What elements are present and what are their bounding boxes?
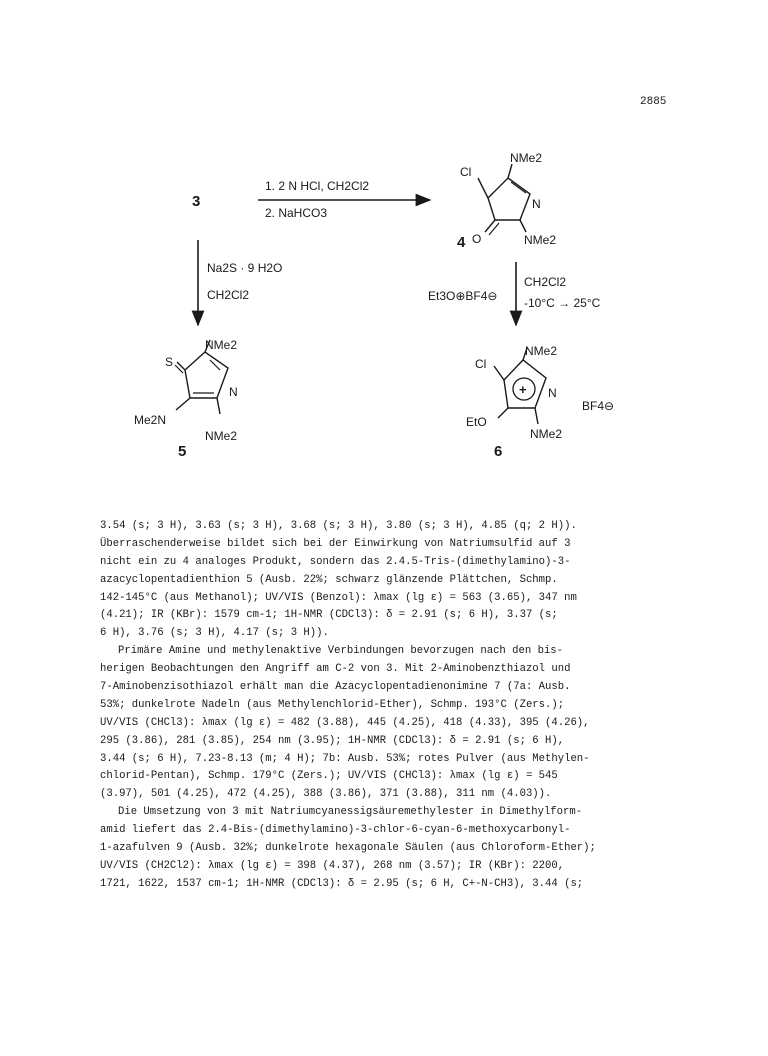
compound-4-nme2-top: NMe2 [510,151,543,165]
compound-6-nme2-bottom: NMe2 [530,427,563,441]
compound-4-structure [478,164,530,235]
text-line: 53%; dunkelrote Nadeln (aus Methylenchlorid-Ether), Schmp. 193°C (Zers.); [100,698,565,711]
text-line: Die Umsetzung von 3 mit Natriumcyanessigsäuremethylester in Dimethylform- [118,806,583,819]
text-line: 3.54 (s; 3 H), 3.63 (s; 3 H), 3.68 (s; 3 H), 3.80 (s; 3 H), 4.85 (q; 2 H)). [100,520,577,532]
text-line: UV/VIS (CHCl3): λmax (lg ε) = 482 (3.88), 445 (4.25), 418 (4.33), 395 (4.26), [100,716,590,729]
compound-5-n: N [229,385,238,399]
text-line: 295 (3.86), 281 (3.85), 254 nm (3.95); 1H-NMR (CDCl3): δ = 2.91 (s; 6 H), [100,734,565,747]
compound-5-nme2-bottom: NMe2 [205,429,238,443]
text-line: 1-azafulven 9 (Ausb. 32%; dunkelrote hexagonale Säulen (aus Chloroform-Ether); [100,842,596,855]
text-line: chlorid-Pentan), Schmp. 179°C (Zers.); UV/VIS (CHCl3): λmax (lg ε) = 545 [100,770,558,783]
compound-6-nme2-top: NMe2 [525,344,558,358]
text-line: 1721, 1622, 1537 cm-1; 1H-NMR (CDCl3): δ = 2.95 (s; 6 H, C+-N-CH3), 3.44 (s; [100,877,584,890]
compound-6-n: N [548,386,557,400]
compound-6-eto: EtO [466,415,487,429]
text-line: Überraschenderweise bildet sich bei der Einwirkung von Natriumsulfid auf 3 [100,537,571,550]
text-line: 3.44 (s; 6 H), 7.23-8.13 (m; 4 H); 7b: Ausb. 53%; rotes Pulver (aus Methylen- [100,752,590,765]
compound-4-label: 4 [457,234,466,251]
text-line: amid liefert das 2.4-Bis-(dimethylamino)-3-chlor-6-cyan-6-methoxycarbonyl- [100,824,571,837]
compound-6-counterion: BF4⊖ [582,399,615,413]
text-line: nicht ein zu 4 analoges Produkt, sondern das 2.4.5-Tris-(dimethylamino)-3- [100,555,571,568]
compound-4-o: O [472,232,482,246]
reaction-scheme [0,0,768,470]
compound-4-cl: Cl [460,165,472,179]
arrow1-reagent-line2: 2. NaHCO3 [265,206,328,220]
compound-6-label: 6 [494,443,503,460]
arrow2-reagent-line2: CH2Cl2 [207,288,250,302]
compound-3-label: 3 [192,193,201,210]
text-line: UV/VIS (CH2Cl2): λmax (lg ε) = 398 (4.37), 268 nm (3.57); IR (KBr): 2200, [100,859,565,872]
arrow3-conditions-line2: -10°C → 25°C [524,296,601,310]
compound-4-nme2-bottom: NMe2 [524,233,557,247]
text-line: 6 H), 3.76 (s; 3 H), 4.17 (s; 3 H)). [100,627,329,640]
text-line: (4.21); IR (KBr): 1579 cm-1; 1H-NMR (CDCl3): δ = 2.91 (s; 6 H), 3.37 (s; [100,609,558,622]
body-text [100,518,700,894]
compound-5-nme2-top: NMe2 [205,338,238,352]
arrow3-conditions-line1: CH2Cl2 [524,275,567,289]
text-line: (3.97), 501 (4.25), 472 (4.25), 388 (3.86), 371 (3.88), 311 nm (4.03)). [100,788,552,801]
compound-4-n: N [532,197,541,211]
arrow3-reagent: Et3O⊕BF4⊖ [428,289,498,303]
text-line: 7-Aminobenzisothiazol erhält man die Azacyclopentadienonimine 7 (7a: Ausb. [100,681,571,694]
compound-5-s: S [165,355,174,369]
text-line: Primäre Amine und methylenaktive Verbindungen bevorzugen nach den bis- [118,645,564,658]
arrow1-reagent-line1: 1. 2 N HCl, CH2Cl2 [265,179,370,193]
page-number: 2885 [640,96,667,108]
compound-5-me2n: Me2N [134,413,167,427]
text-line: herigen Beobachtungen den Angriff am C-2 von 3. Mit 2-Aminobenzthiazol und [100,663,571,676]
text-line: azacyclopentadienthion 5 (Ausb. 22%; schwarz glänzende Plättchen, Schmp. [100,573,558,586]
arrow2-reagent-line1: Na2S · 9 H2O [207,261,283,275]
compound-5-label: 5 [178,443,187,460]
text-line: 142-145°C (aus Methanol); UV/VIS (Benzol): λmax (lg ε) = 563 (3.65), 347 nm [100,591,577,604]
compound-6-plus: + [519,382,527,397]
compound-6-cl: Cl [475,357,487,371]
